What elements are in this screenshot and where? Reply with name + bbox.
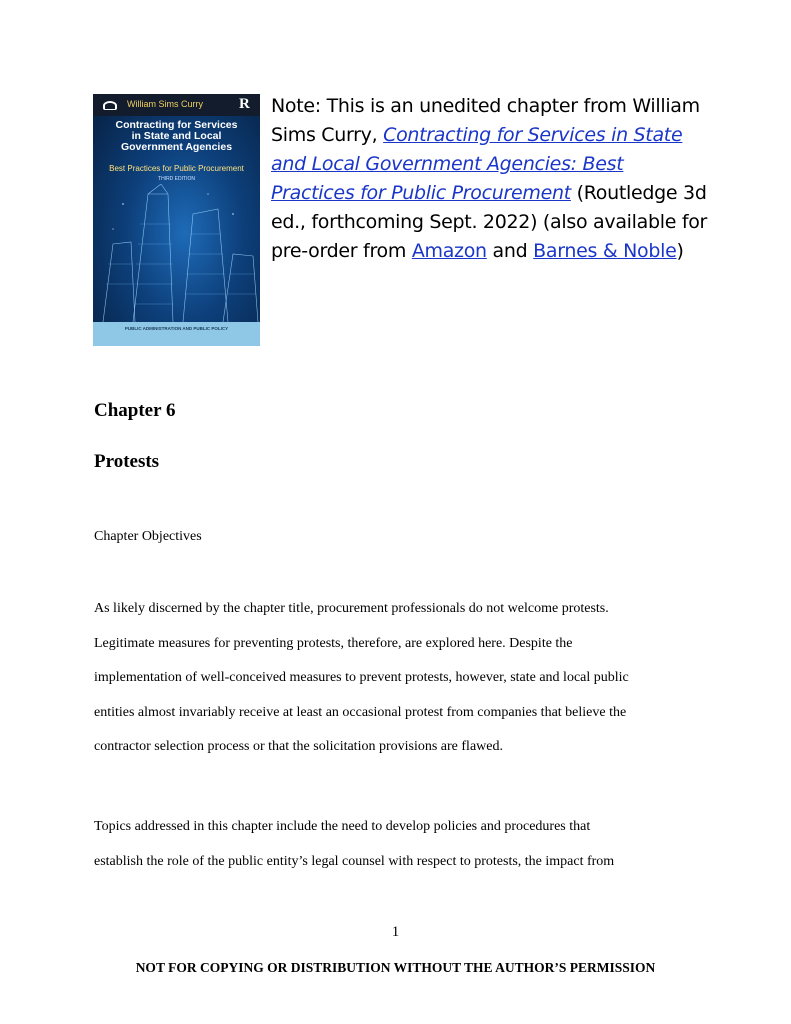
- cover-series: PUBLIC ADMINISTRATION AND PUBLIC POLICY: [124, 326, 229, 331]
- cover-title: [97, 120, 256, 153]
- amazon-link[interactable]: Amazon: [411, 240, 487, 262]
- chapter-number: Chapter 6: [94, 400, 176, 421]
- routledge-logo-icon: R: [239, 96, 250, 112]
- chapter-title: Protests: [94, 451, 160, 472]
- paragraph-line: Legitimate measures for preventing protests, therefore, are explored here. Despite the: [94, 635, 573, 651]
- cover-title-line: Government Agencies: [120, 141, 233, 153]
- paragraph: [94, 592, 714, 765]
- barnes-noble-link[interactable]: Barnes & Noble: [533, 240, 677, 262]
- paragraph-line: entities almost invariably receive at least an occasional protest from companies that believe the: [94, 704, 627, 720]
- note-middle: (Routledge 3d ed., forthcoming Sept. 2022) (also available for pre-order from: [271, 182, 708, 262]
- paragraph: [94, 810, 714, 879]
- publication-note: [271, 92, 711, 266]
- note-and: and: [486, 240, 534, 262]
- chapter-objectives-label: Chapter Objectives: [94, 529, 202, 544]
- paragraph-line: Topics addressed in this chapter include the need to develop policies and procedures that: [94, 819, 591, 834]
- cover-title-line: Contracting for Services: [115, 119, 238, 131]
- note-suffix: ): [676, 240, 684, 262]
- paragraph-line: contractor selection process or that the solicitation provisions are flawed.: [94, 739, 503, 754]
- cover-author: William Sims Curry: [127, 99, 203, 109]
- note-prefix: Note: This is an unedited chapter from William Sims Curry,: [271, 95, 700, 146]
- book-cover-image: [93, 94, 260, 346]
- book-title-link[interactable]: Contracting for Services in State and Local Government Agencies: Best Practices for Public Procurement: [271, 124, 683, 204]
- copyright-footer: NOT FOR COPYING OR DISTRIBUTION WITHOUT THE AUTHOR’S PERMISSION: [135, 960, 656, 975]
- cover-title-line: in State and Local: [131, 130, 222, 142]
- cover-subtitle: Best Practices for Public Procurement: [109, 164, 244, 173]
- page-number: 1: [391, 924, 400, 940]
- publisher-logo-icon: [103, 101, 117, 110]
- paragraph-line: implementation of well-conceived measures to prevent protests, however, state and local public: [94, 670, 629, 685]
- skyscraper-illustration: [93, 184, 260, 322]
- paragraph-line: As likely discerned by the chapter title, procurement professionals do not welcome protests.: [94, 601, 609, 616]
- cover-edition: THIRD EDITION: [158, 176, 195, 182]
- paragraph-line: establish the role of the public entity’s legal counsel with respect to protests, the impact from: [94, 853, 615, 869]
